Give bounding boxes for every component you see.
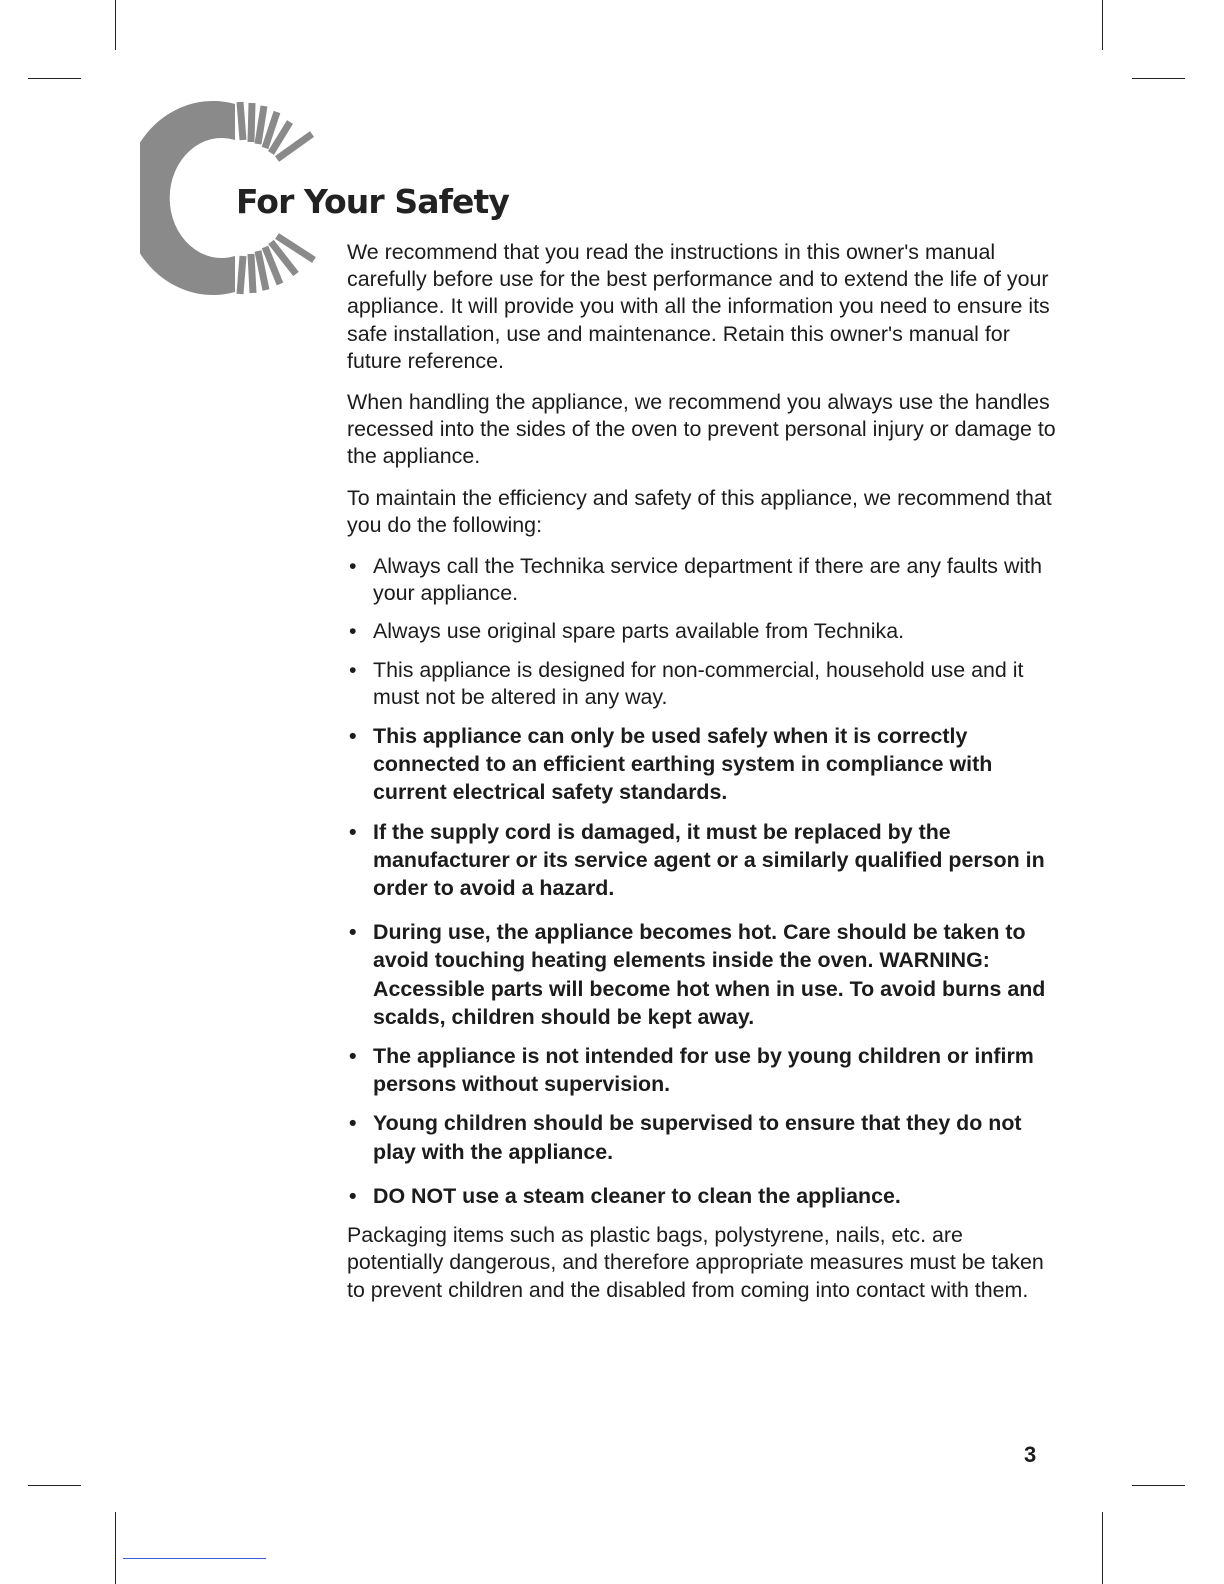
crop-mark	[1102, 0, 1103, 50]
crop-mark	[1132, 1485, 1185, 1486]
intro-paragraph: We recommend that you read the instructions in this owner's manual carefully before use for the best performance and to extend the life of your appliance. It will provide you with all the information you need to ensure its safe installation, use and maintenance. Retain this owner's manual for future reference.	[347, 240, 1050, 373]
list-item-warning	[347, 818, 1057, 903]
page-number: 3	[1024, 1442, 1037, 1467]
bullet-dot-icon: •	[349, 1111, 357, 1136]
list-item-text: The appliance is not intended for use by young children or infirm persons without supervision.	[373, 1044, 1034, 1097]
intro-paragraph: When handling the appliance, we recommend you always use the handles recessed into the sides of the oven to prevent personal injury or damage to the appliance.	[347, 390, 1056, 469]
list-item	[347, 618, 1057, 645]
list-item	[347, 657, 1057, 711]
list-item-text: DO NOT use a steam cleaner to clean the appliance.	[373, 1183, 901, 1208]
list-item-text: Young children should be supervised to ensure that they do not play with the appliance.	[373, 1111, 1022, 1164]
closing-paragraph: Packaging items such as plastic bags, polystyrene, nails, etc. are potentially dangerous, and therefore appropriate measures must be taken to prevent children and the disabled from coming into contact with them.	[347, 1223, 1044, 1302]
list-item-text: This appliance is designed for non-commercial, household use and it must not be altered in any way.	[373, 657, 1024, 709]
bullet-dot-icon: •	[349, 1183, 357, 1208]
list-item-text: During use, the appliance becomes hot. Care should be taken to avoid touching heating elements inside the oven. WARNING: Accessible parts will become hot when in use. To avoid burns and scalds, children should be kept away.	[373, 920, 1046, 1029]
list-item-text: Always call the Technika service department if there are any faults with your appliance.	[373, 554, 1042, 606]
bullet-dot-icon: •	[349, 1044, 357, 1069]
list-item-text: This appliance can only be used safely when it is correctly connected to an efficient earthing system in compliance with current electrical safety standards.	[373, 724, 993, 805]
page-title: For Your Safety	[236, 182, 509, 221]
list-item-warning	[347, 1109, 1057, 1165]
crop-mark	[1102, 1512, 1103, 1584]
list-item-text: If the supply cord is damaged, it must be replaced by the manufacturer or its service agent or a similarly qualified person in order to avoid a hazard.	[373, 819, 1045, 901]
crop-mark	[115, 0, 116, 50]
bullet-dot-icon: •	[349, 724, 357, 749]
crop-mark	[1132, 78, 1185, 79]
bullet-dot-icon: •	[349, 920, 357, 945]
bullet-dot-icon: •	[349, 657, 357, 682]
crop-mark	[28, 78, 81, 79]
list-item-warning	[347, 1042, 1057, 1098]
list-item-warning	[347, 918, 1057, 1031]
list-item-warning	[347, 722, 1057, 807]
safety-list	[347, 553, 1057, 1210]
bullet-dot-icon: •	[349, 619, 357, 644]
main-content	[347, 239, 1057, 1318]
crop-mark	[115, 1512, 116, 1584]
footer-link-underline	[123, 1558, 266, 1559]
bullet-dot-icon: •	[349, 819, 357, 844]
list-item-warning	[347, 1182, 1057, 1210]
list-item-text: Always use original spare parts available from Technika.	[373, 619, 905, 644]
list-item	[347, 553, 1057, 607]
bullet-dot-icon: •	[349, 554, 357, 579]
crop-mark	[28, 1485, 81, 1486]
intro-paragraph: To maintain the efficiency and safety of this appliance, we recommend that you do the following:	[347, 485, 1052, 537]
